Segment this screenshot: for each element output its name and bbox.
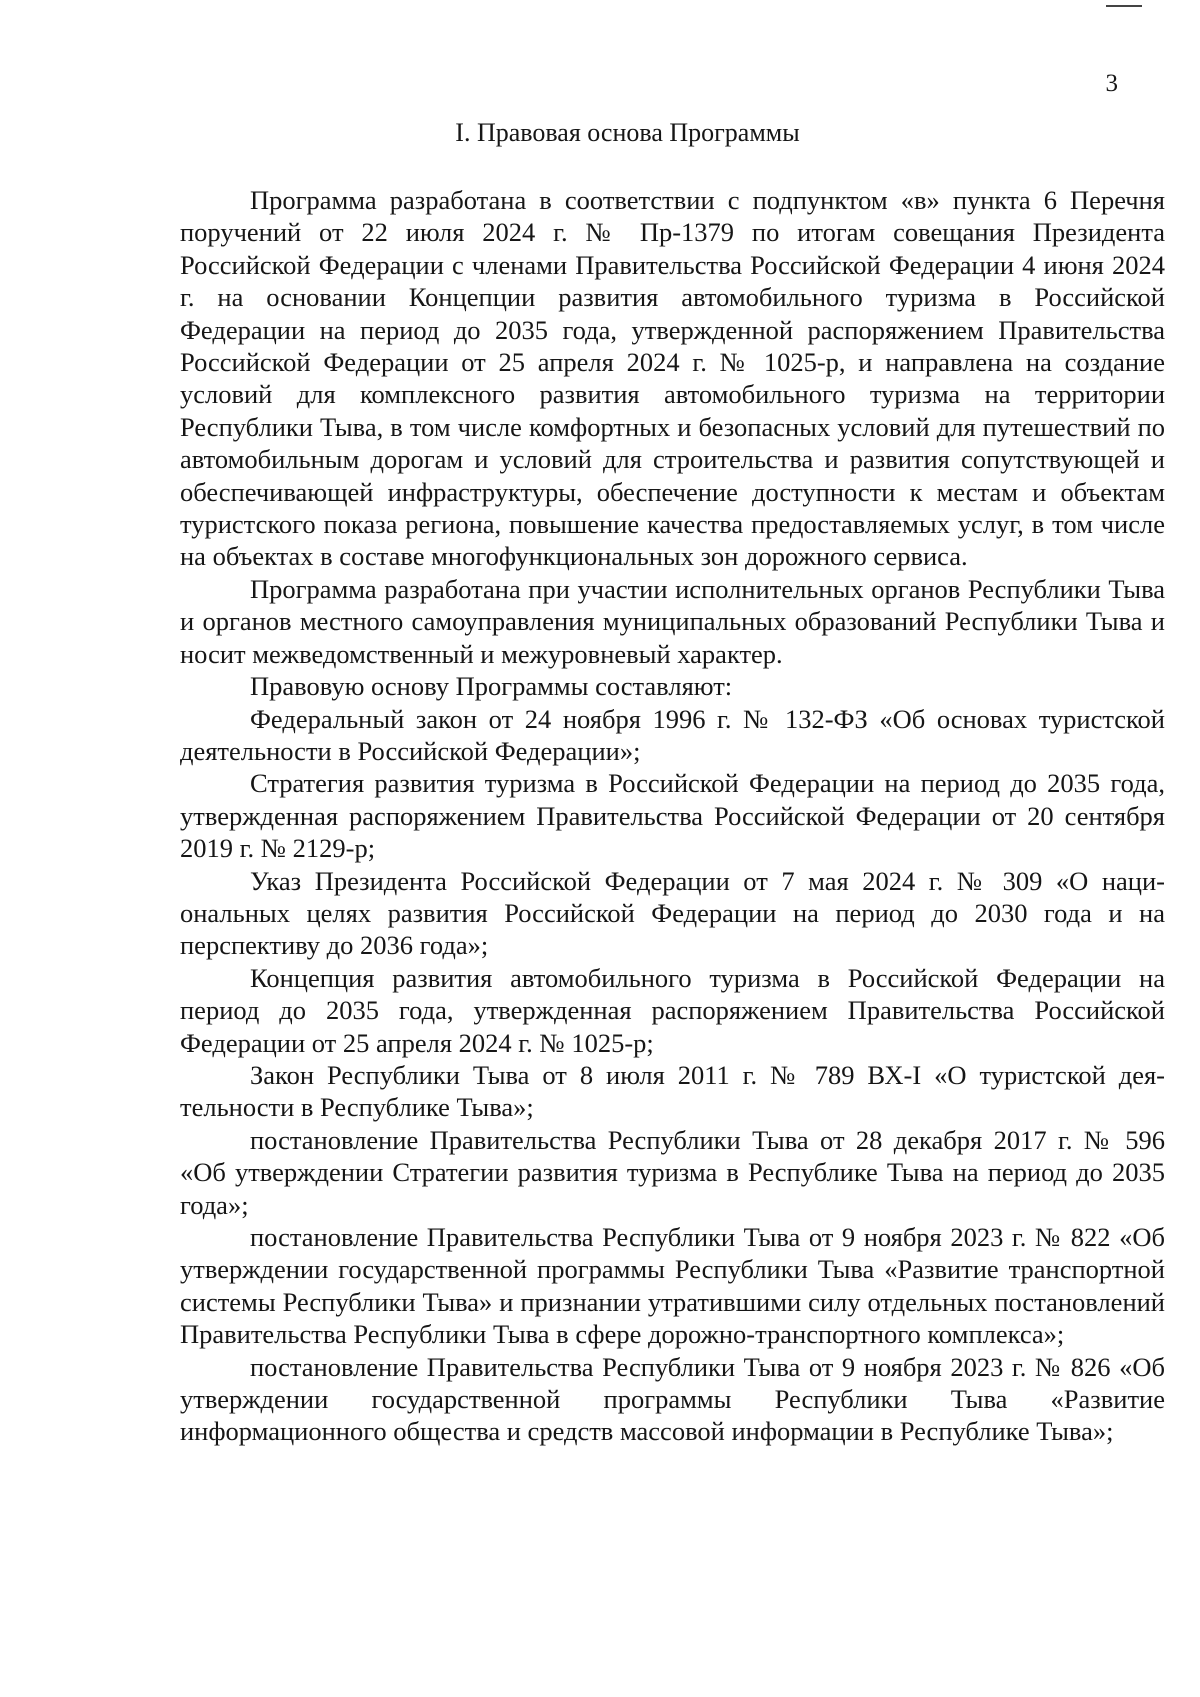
legal-basis-item: Указ Президента Российской Федерации от 7 мая 2024 г. № 309 «О национальных целях развития Российской Федерации на период до 2030 года и на перспективу до 2036 года»; bbox=[180, 865, 1165, 961]
legal-basis-item: постановление Правительства Республики Тыва от 9 ноября 2023 г. № 826 «Об утверждении государственной программы Республики Тыва «Развитие информационного общества и средств массовой информации в Республике Тыва»; bbox=[180, 1351, 1165, 1447]
page-number: 3 bbox=[1105, 70, 1118, 97]
legal-basis-item: постановление Правительства Республики Тыва от 28 декабря 2017 г. № 596 «Об утверждении Стратегии развития туризма в Республике Тыва на период до 2035 года»; bbox=[180, 1124, 1165, 1220]
paragraph-legal-basis-intro: Правовую основу Программы составляют: bbox=[250, 671, 733, 702]
paragraph-program-basis: Программа разработана в соответствии с подпунктом «в» пункта 6 Перечня поручений от 22 июля 2024 г. № Пр-1379 по итогам совещания Президента Российской Федерации с членами Правительства Российской Федерации 4 июня 2024 г. на основании Концепции развития автомобильного туризма в Российской Федерации на период до 2035 года, утвержденной распоряжением Правительства Российской Федерации от 25 апреля 2024 г. № 1025-р, и направлена на создание условий для комплексного развития автомобильного туризма на территории Республики Тыва, в том числе комфортных и безопасных условий для путешествий по автомобильным дорогам и условий для строительства и развития сопутствующей и обеспечивающей инфраструктуры, обеспечение доступности к местам и объектам туристского показа региона, повышение качества предоставляемых услуг, в том числе на объектах в составе многофункциональных зон дорожного сервиса. bbox=[180, 185, 1165, 572]
legal-basis-item: Концепция развития автомобильного туризма в Российской Федерации на период до 2035 года, утвержденная распоряжением Правительства Российской Федерации от 25 апреля 2024 г. № 1025-р; bbox=[180, 962, 1165, 1058]
document-body bbox=[180, 184, 1165, 1448]
paragraph-participants: Программа разработана при участии исполнительных органов Республики Тыва и органов местного самоуправления муниципальных образований Республики Тыва и носит межведомственный и межуровневый характер. bbox=[180, 573, 1165, 669]
legal-basis-item: Закон Республики Тыва от 8 июля 2011 г. № 789 ВХ-I «О туристской деятельности в Республике Тыва»; bbox=[180, 1059, 1165, 1123]
legal-basis-item: Стратегия развития туризма в Российской Федерации на период до 2035 года, утвержденная распоряжением Правительства Российской Федерации от 20 сентября 2019 г. № 2129-р; bbox=[180, 768, 1165, 864]
legal-basis-item: постановление Правительства Республики Тыва от 9 ноября 2023 г. № 822 «Об утверждении государственной программы Республики Тыва «Развитие транспортной системы Республики Тыва» и признании утратившими силу отдельных постановлений Правительства Республики Тыва в сфере дорожно-транспортного комплекса»; bbox=[180, 1222, 1165, 1350]
legal-basis-item: Федеральный закон от 24 ноября 1996 г. № 132-ФЗ «Об основах туристской деятельности в Российской Федерации»; bbox=[180, 703, 1165, 766]
section-title: I. Правовая основа Программы bbox=[455, 118, 800, 147]
scan-edge-mark bbox=[1106, 0, 1142, 7]
